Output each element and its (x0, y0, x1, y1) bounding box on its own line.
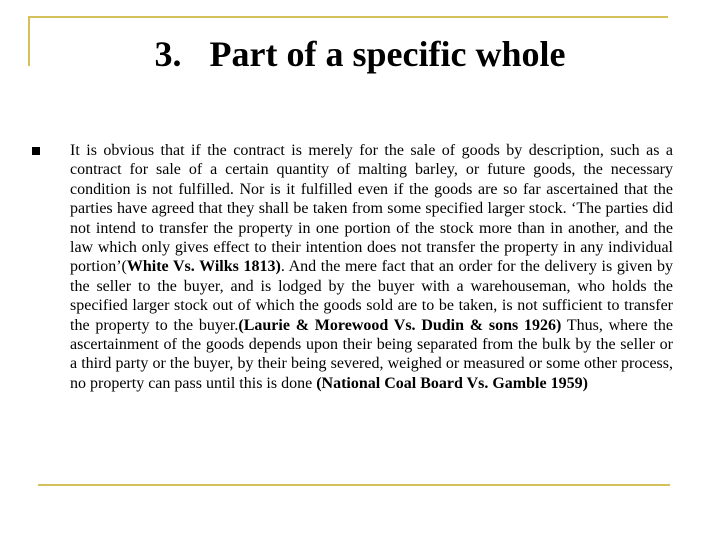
bottom-decorative-line (38, 484, 670, 486)
square-bullet-icon (32, 147, 40, 155)
title-text: Part of a specific whole (209, 34, 566, 74)
paragraph-segment-1: It is obvious that if the contract is merely for the sale of goods by description, such as a contract for sale of a certain quantity of malting barley, or future goods, the necessary condition is not fulfilled. Nor is it fulfilled even if the goods are so far ascertained that the parties have agreed that they shall be taken from some specified larger stock. ‘The parties did not intend to transfer the property in one portion of the stock more than in another, and the law which only gives effect to their intention does not transfer the property in any individual portion’( (70, 142, 673, 276)
slide-title (0, 32, 720, 76)
body-paragraph (70, 141, 673, 393)
title-number: 3. (154, 34, 182, 74)
top-decorative-line (28, 16, 668, 18)
case-citation-laurie-vs-dudin: (Laurie & Morewood Vs. Dudin & sons 1926) (238, 316, 562, 334)
case-citation-white-vs-wilks: White Vs. Wilks 1813) (126, 258, 281, 276)
paragraph-segment-3: Thus, where the ascertainment of the goods depends upon their being separated from the bulk by the seller or a third party or the buyer, by their being severed, weighed or measured or some other process, no property can pass until this is done (70, 316, 674, 392)
paragraph-segment-2: . And the mere fact that an order for the delivery is given by the seller to the buyer, and is lodged by the buyer with a warehouseman, who holds the specified larger stock out of which the goods sold are to be taken, is not sufficient to transfer the property to the buyer. (70, 258, 673, 334)
case-citation-ncb-vs-gamble: (National Coal Board Vs. Gamble 1959) (316, 374, 588, 392)
